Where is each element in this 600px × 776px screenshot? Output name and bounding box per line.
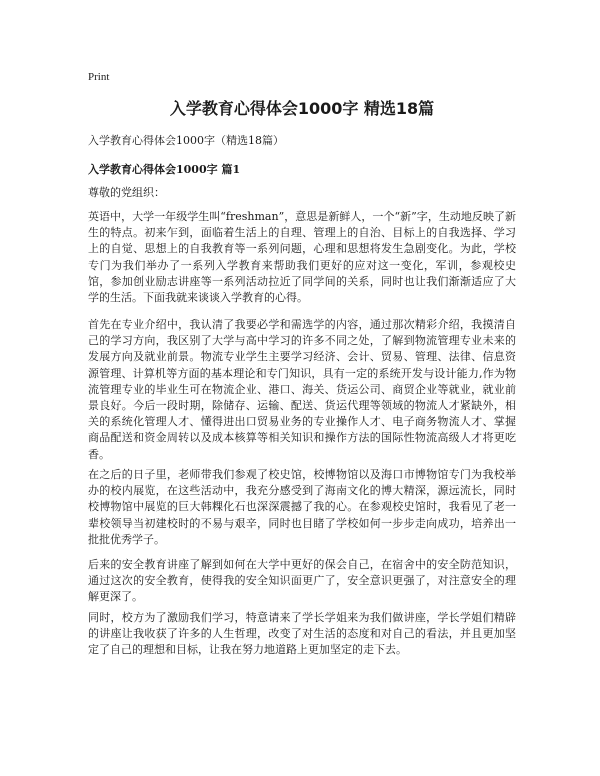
document-title: 入学教育心得体会1000字 精选18篇: [169, 99, 435, 118]
body-paragraph: 后来的安全教育讲座了解到如何在大学中更好的保会自己，在宿舍中的安全防范知识，通过这次的安全教育，使得我的安全知识面更广了，安全意识更强了，对注意安全的理解更深了。: [88, 558, 516, 604]
body-paragraph: 在之后的日子里，老师带我们参观了校史馆，校博物馆以及海口市博物馆专门为我校举办的校内展览，在这些活动中，我充分感受到了海南文化的博大精深，源远流长，同时校博物馆中展览的巨大韩粿化石也深深震撼了我的心。在参观校史馆时，我看见了老一辈校领导当初建校时的不易与艰辛，同时也目睹了学校如何一步步走向成功，培养出一批批优秀学子。: [88, 468, 516, 546]
body-paragraph: 英语中，大学一年级学生叫“freshman”，意思是新鲜人，一个“新”字，生动地反映了新生的特点。初来乍到，面临着生活上的自理、管理上的自治、目标上的自我选择、学习上的自觉、思想上的自我教育等一系列问题，心理和思想将发生急剧变化。为此，学校专门为我们举办了一系列入学教育来帮助我们更好的应对这一变化，军训，参观校史馆，参加创业励志讲座等一系列活动拉近了同学间的关系，同时也让我们渐渐适应了大学的生活。下面我就来谈谈入学教育的心得。: [88, 210, 516, 305]
salutation: 尊敬的党组织：: [88, 186, 165, 199]
print-link[interactable]: Print: [88, 71, 110, 83]
section-heading: 入学教育心得体会1000字 篇1: [88, 163, 241, 176]
body-paragraph: 同时，校方为了激励我们学习，特意请来了学长学姐来为我们做讲座，学长学姐们精辟的讲座让我收获了许多的人生哲理，改变了对生活的态度和对自己的看法，并且更加坚定了自己的理想和目标，让我在努力地道路上更加坚定的走下去。: [88, 611, 516, 657]
body-paragraph: 首先在专业介绍中，我认清了我要必学和需选学的内容，通过那次精彩介绍，我摸清自己的学习方向，我区别了大学与高中学习的许多不同之处，了解到物流管理专业未来的发展方向及就业前景。物流专业学生主要学习经济、会计、贸易、管理、法律、信息资源管理、计算机等方面的基本理论和专门知识，具有一定的系统开发与设计能力,作为物流管理专业的毕业生可在物流企业、港口、海关、货运公司、商贸企业等就业，就业前景良好。今后一段时期，除储存、运输、配送、货运代理等领域的物流人才紧缺外，相关的系统化管理人才、懂得进出口贸易业务的专业操作人才、电子商务物流人才、掌握商品配送和资金周转以及成本核算等相关知识和操作方法的国际性物流高级人才将更吃香。: [88, 318, 516, 461]
document-subtitle: 入学教育心得体会1000字（精选18篇）: [88, 134, 284, 147]
